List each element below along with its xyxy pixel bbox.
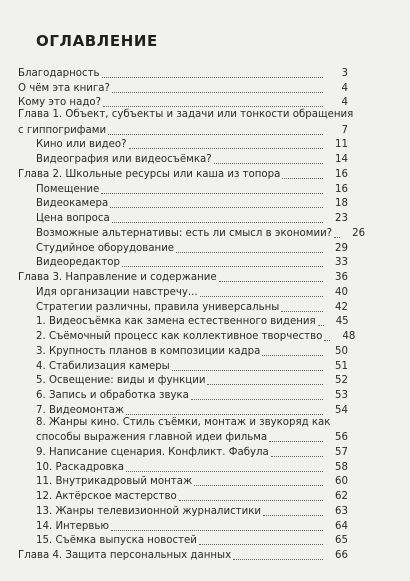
toc-entry-label: 10. Раскадровка xyxy=(36,461,124,473)
dot-leader xyxy=(282,178,323,179)
toc-page-number: 66 xyxy=(335,550,348,561)
toc-entry-label: 5. Освещение: виды и функции xyxy=(36,375,206,387)
dot-leader xyxy=(191,399,323,400)
toc-page-number: 23 xyxy=(335,213,348,224)
toc-page-number: 26 xyxy=(352,227,366,239)
toc-entry xyxy=(18,343,348,358)
dot-leader xyxy=(262,355,323,356)
dot-leader xyxy=(214,163,323,164)
toc-entry-label: 15. Съёмка выпуска новостей xyxy=(36,535,197,547)
toc-entry xyxy=(18,488,348,503)
toc-page-number: 3 xyxy=(341,67,348,79)
toc-page-number: 64 xyxy=(335,520,348,532)
toc-entry xyxy=(18,225,366,240)
toc-page-number: 52 xyxy=(335,375,348,387)
toc-page-number: 14 xyxy=(335,154,348,165)
dot-leader xyxy=(126,414,323,415)
toc-entry xyxy=(18,181,348,196)
toc-entry-label: Видеоредактор xyxy=(36,257,120,269)
toc-entry-label: Помещение xyxy=(36,183,100,195)
toc-page-number: 54 xyxy=(335,404,348,416)
toc-entry xyxy=(18,166,348,181)
toc-page-number: 57 xyxy=(335,446,348,458)
toc-entry-label: Стратегии различны, правила универсальны xyxy=(36,301,280,313)
toc-entry-label: Идя организации навстречу... xyxy=(36,286,198,298)
toc-page-number: 7 xyxy=(341,124,348,136)
dot-leader xyxy=(176,252,323,253)
dot-leader xyxy=(108,134,323,135)
toc-entry xyxy=(18,65,348,80)
toc-page-number: 58 xyxy=(335,461,348,473)
toc-entry xyxy=(18,196,348,211)
dot-leader xyxy=(269,441,323,442)
toc-page-number: 60 xyxy=(335,476,348,488)
toc-page-number: 53 xyxy=(335,390,348,401)
toc-entry-label: Кино или видео? xyxy=(36,139,127,151)
toc-entry xyxy=(18,80,348,95)
toc-entry-label: Студийное оборудование xyxy=(36,242,175,254)
dot-leader xyxy=(103,106,323,107)
toc-entry-label: О чём эта книга? xyxy=(18,82,110,94)
dot-leader xyxy=(111,530,323,531)
toc-entry-label: 7. Видеомонтаж xyxy=(36,404,125,416)
toc-entry-label: Глава 2. Школьные ресурсы или каша из топора xyxy=(18,168,281,180)
toc-entry xyxy=(18,503,348,518)
toc-page-number: 63 xyxy=(335,505,348,517)
toc-entry-label: 12. Актёрское мастерство xyxy=(36,491,177,502)
toc-page-number: 16 xyxy=(335,168,348,180)
dot-leader xyxy=(233,559,323,560)
toc-entry xyxy=(18,518,348,533)
toc-entry-label: 4. Стабилизация камеры xyxy=(36,360,170,372)
toc-entry-label: Благодарность xyxy=(18,67,100,79)
toc-entry-label: Цена вопроса xyxy=(36,213,110,224)
toc-entry xyxy=(18,314,348,329)
dot-leader xyxy=(324,340,330,341)
toc-entry xyxy=(18,358,348,373)
toc-entry xyxy=(18,137,348,152)
toc-page-number: 40 xyxy=(335,286,348,298)
dot-leader xyxy=(219,281,323,282)
toc-page-number: 48 xyxy=(342,331,356,342)
table-of-contents xyxy=(18,65,366,562)
dot-leader xyxy=(318,325,324,326)
toc-page-number: 18 xyxy=(335,198,348,210)
toc-page-number: 4 xyxy=(341,82,348,94)
toc-entry xyxy=(18,151,348,166)
toc-entry: 8. Жанры кино. Стиль съёмки, монтаж и звукоряд как способы выражения главной идеи фильма 56 xyxy=(36,416,348,443)
toc-entry-label: 11. Внутрикадровый монтаж xyxy=(36,476,193,488)
toc-entry-label: Возможные альтернативы: есть ли смысл в экономии? xyxy=(36,227,333,239)
toc-page-number: 65 xyxy=(335,535,348,547)
toc-page-number: 36 xyxy=(335,272,348,283)
toc-page-number: 4 xyxy=(341,97,348,109)
toc-entry xyxy=(18,95,348,110)
toc-entry-label: Глава 4. Защита персональных данных xyxy=(18,550,232,561)
toc-page-number: 33 xyxy=(335,257,348,269)
dot-leader xyxy=(126,471,323,472)
dot-leader xyxy=(101,193,323,194)
dot-leader xyxy=(281,311,323,312)
toc-entry xyxy=(18,533,348,548)
toc-entry-label: 14. Интервью xyxy=(36,520,109,532)
toc-entry xyxy=(18,284,348,299)
toc-entry xyxy=(18,373,348,388)
toc-page-number: 11 xyxy=(335,139,348,151)
toc-entry xyxy=(18,459,348,474)
dot-leader xyxy=(194,485,323,486)
toc-page-number: 50 xyxy=(335,345,348,357)
toc-entry xyxy=(18,240,348,255)
toc-entry xyxy=(18,210,348,225)
dot-leader xyxy=(179,500,323,501)
dot-leader xyxy=(112,92,323,93)
toc-page-number: 51 xyxy=(335,360,348,372)
dot-leader xyxy=(172,370,323,371)
toc-entry-label: Видеокамера xyxy=(36,198,109,210)
dot-leader xyxy=(334,237,340,238)
toc-entry-label: 6. Запись и обработка звука xyxy=(36,390,189,401)
toc-entry xyxy=(18,255,348,270)
toc-entry xyxy=(18,547,348,562)
toc-entry-label: Видеография или видеосъёмка? xyxy=(36,154,212,165)
dot-leader xyxy=(207,384,323,385)
toc-page-number: 45 xyxy=(335,316,349,328)
toc-entry xyxy=(18,387,348,402)
toc-page-number: 56 xyxy=(335,432,348,443)
toc-entry-label: 13. Жанры телевизионной журналистики xyxy=(36,505,261,517)
dot-leader xyxy=(129,148,323,149)
toc-entry-label: 2. Съёмочный процесс как коллективное творчество xyxy=(36,331,323,342)
toc-entry xyxy=(18,328,356,343)
page-title: ОГЛАВЛЕНИЕ xyxy=(36,32,158,50)
toc-entry xyxy=(18,474,348,489)
toc-entry-label: Глава 3. Направление и содержание xyxy=(18,272,217,283)
dot-leader xyxy=(122,266,323,267)
toc-page-number: 16 xyxy=(335,183,348,195)
toc-entry-label: 3. Крупность планов в композиции кадра xyxy=(36,345,261,357)
toc-page-number: 62 xyxy=(335,491,348,502)
dot-leader xyxy=(102,77,323,78)
dot-leader xyxy=(263,515,323,516)
dot-leader xyxy=(200,296,323,297)
toc-entry-label: 1. Видеосъёмка как замена естественного видения xyxy=(36,316,316,328)
toc-entry xyxy=(18,444,348,459)
toc-page-number: 29 xyxy=(335,242,348,254)
toc-entry xyxy=(18,299,348,314)
dot-leader xyxy=(271,456,323,457)
dot-leader xyxy=(110,207,323,208)
toc-entry: Глава 1. Объект, субъекты и задачи или тонкости обращения с гиппогрифами 7 xyxy=(18,109,354,136)
toc-entry-label: Кому это надо? xyxy=(18,97,102,109)
toc-entry xyxy=(18,269,348,284)
toc-page-number: 42 xyxy=(335,301,348,313)
dot-leader xyxy=(199,544,323,545)
dot-leader xyxy=(112,222,323,223)
toc-entry-label: 9. Написание сценария. Конфликт. Фабула xyxy=(36,446,269,458)
toc-entry xyxy=(18,402,348,417)
